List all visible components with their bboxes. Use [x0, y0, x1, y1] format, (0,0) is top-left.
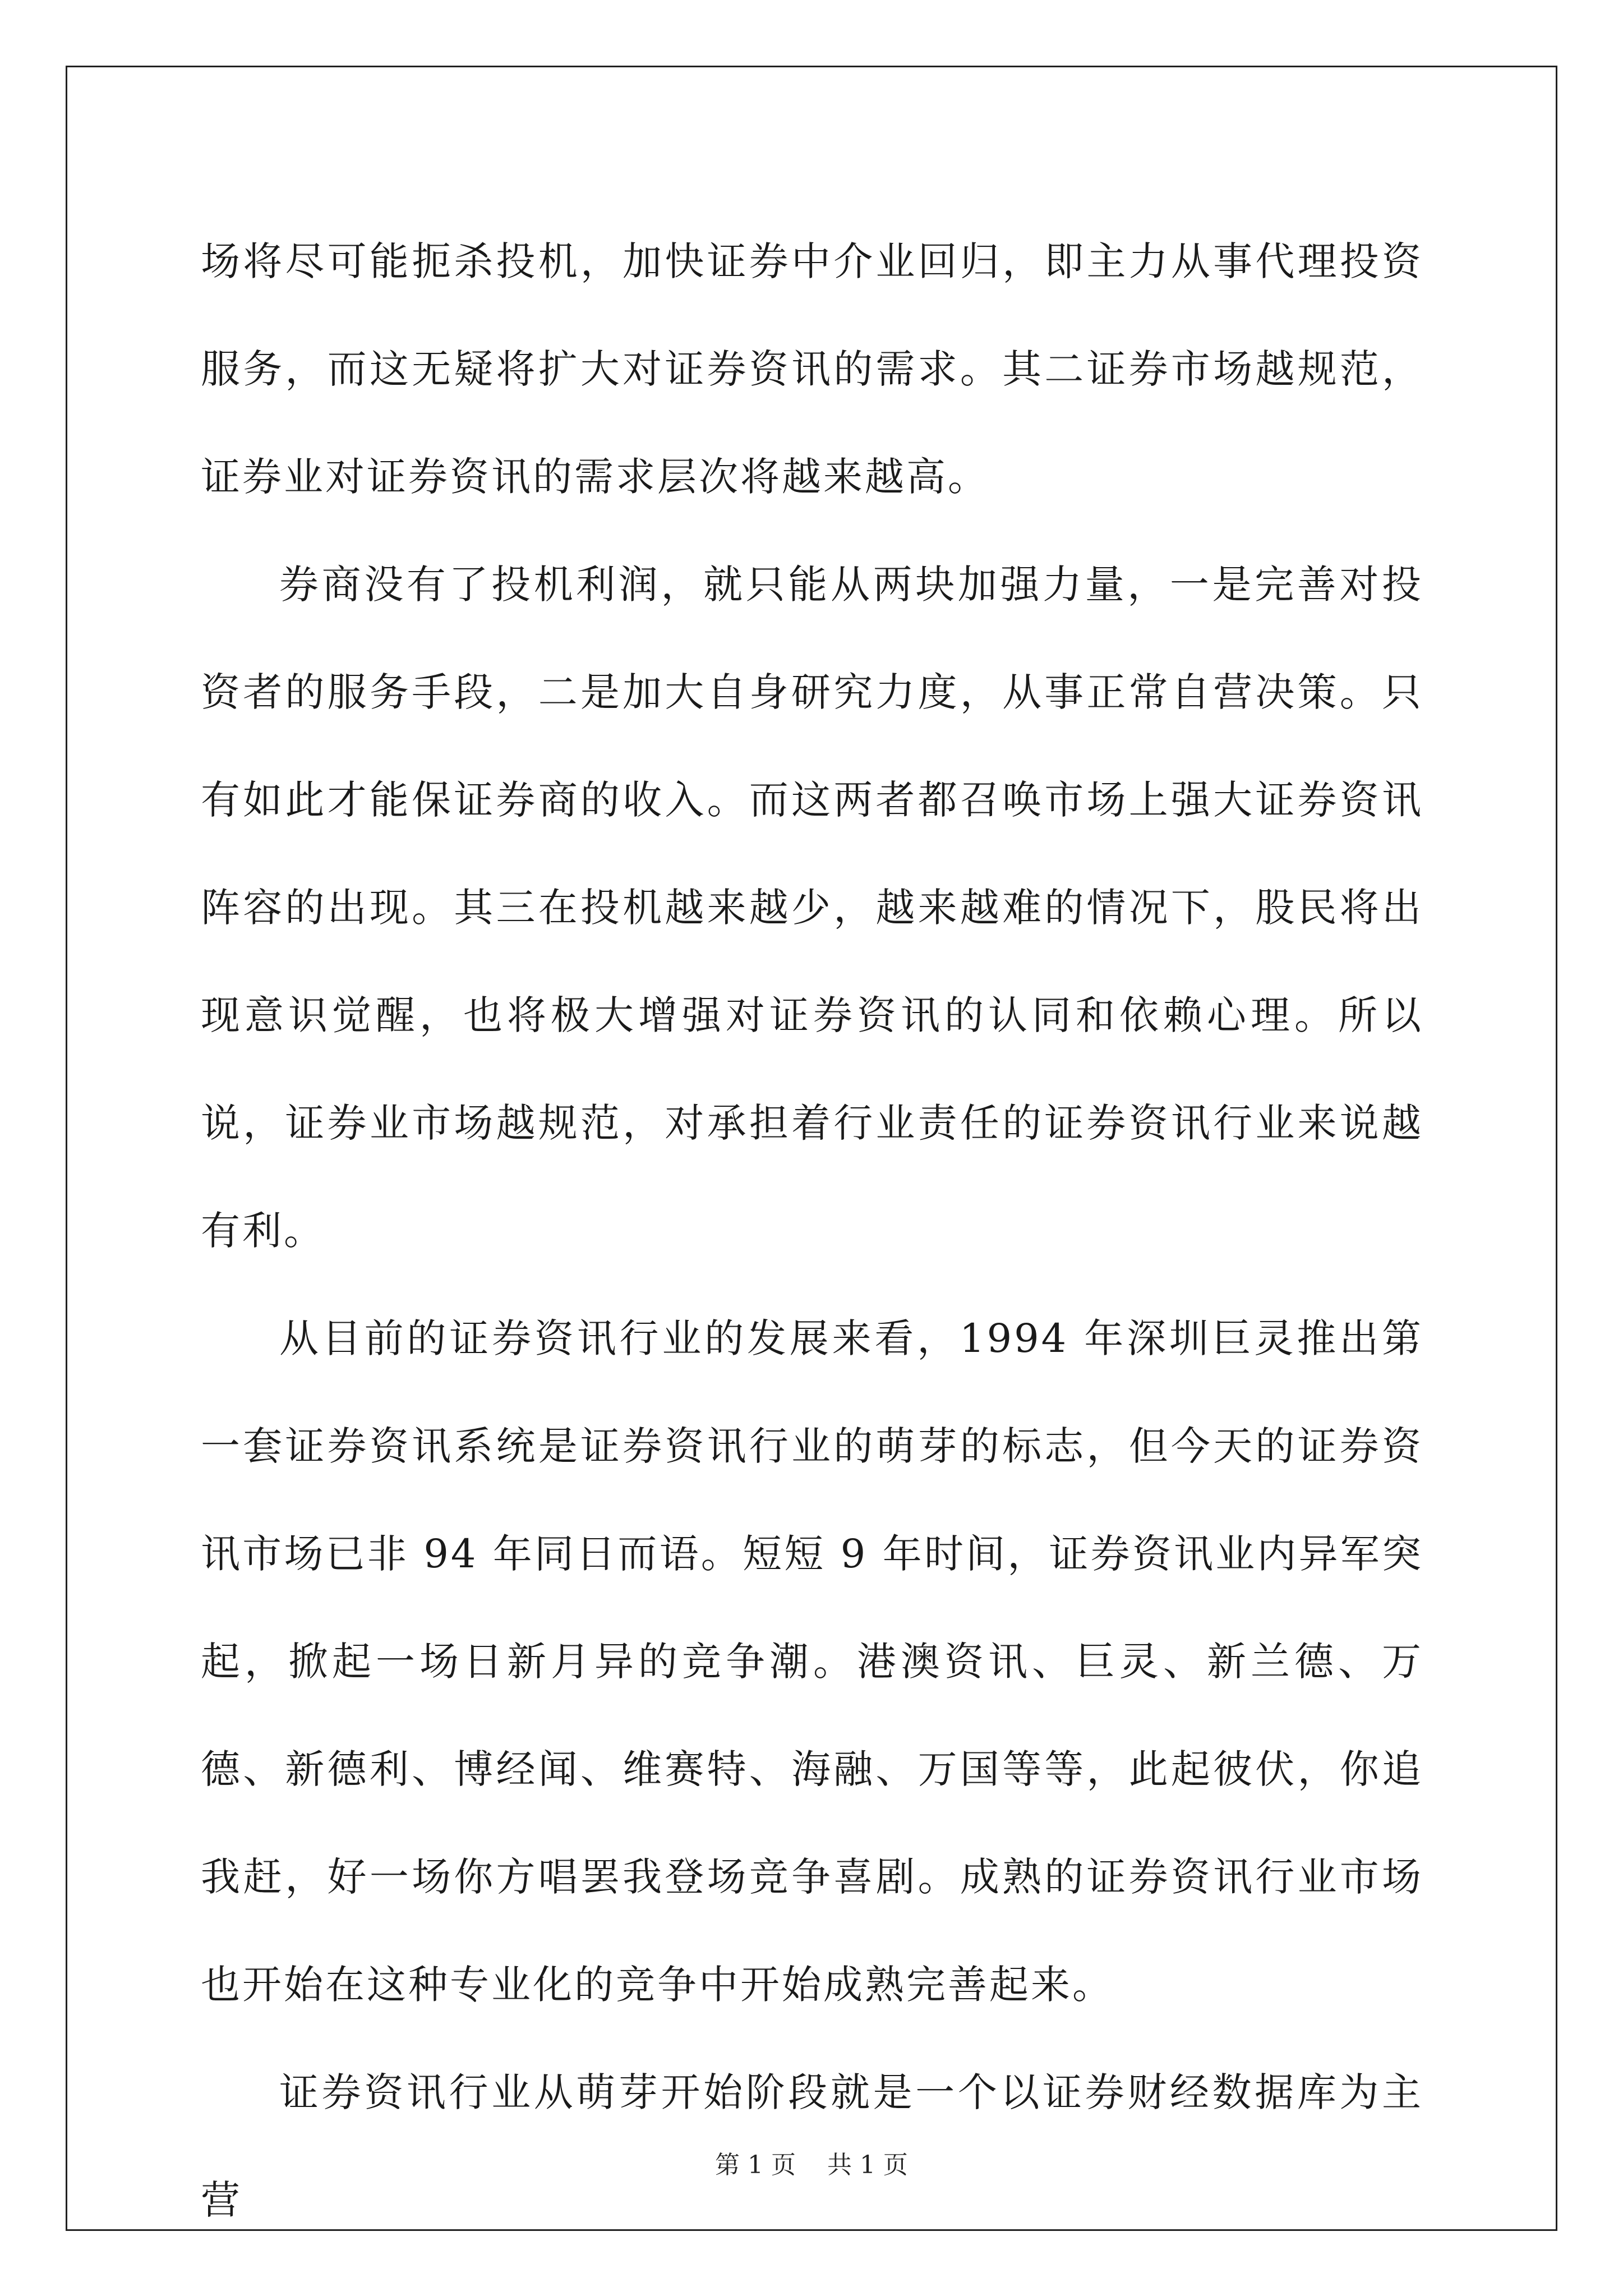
- page-number: 第 1 页: [715, 2151, 796, 2179]
- document-body: [201, 208, 1423, 2254]
- footer-spacer: [796, 2151, 827, 2179]
- paragraph-4: 证券资讯行业从萌芽开始阶段就是一个以证券财经数据库为主营: [201, 2069, 1423, 2223]
- paragraph-2: 券商没有了投机利润，就只能从两块加强力量，一是完善对投资者的服务手段，二是加大自身研究力度，从事正常自营决策。只有如此才能保证券商的收入。而这两者都召唤市场上强大证券资讯阵容的出现。其三在投机越来越少，越来越难的情况下，股民将出现意识觉醒，也将极大增强对证券资讯的认同和依赖心理。所以说，证券业市场越规范，对承担着行业责任的证券资讯行业来说越有利。: [201, 562, 1423, 1254]
- page-total: 共 1 页: [827, 2151, 908, 2179]
- page-footer: [0, 2148, 1623, 2182]
- paragraph-3: 从目前的证券资讯行业的发展来看，1994 年深圳巨灵推出第一套证券资讯系统是证券资讯行业的萌芽的标志，但今天的证券资讯市场已非 94 年同日而语。短短 9 年时间，证券资讯业内异军突起，掀起一场日新月异的竞争潮。港澳资讯、巨灵、新兰德、万德、新德利、博经闻、维赛特、海融、万国等等，此起彼伏，你追我赶，好一场你方唱罢我登场竞争喜剧。成熟的证券资讯行业市场也开始在这种专业化的竞争中开始成熟完善起来。: [201, 1315, 1423, 2008]
- paragraph-1: 场将尽可能扼杀投机，加快证券中介业回归，即主力从事代理投资服务，而这无疑将扩大对证券资讯的需求。其二证券市场越规范，证券业对证券资讯的需求层次将越来越高。: [201, 238, 1423, 500]
